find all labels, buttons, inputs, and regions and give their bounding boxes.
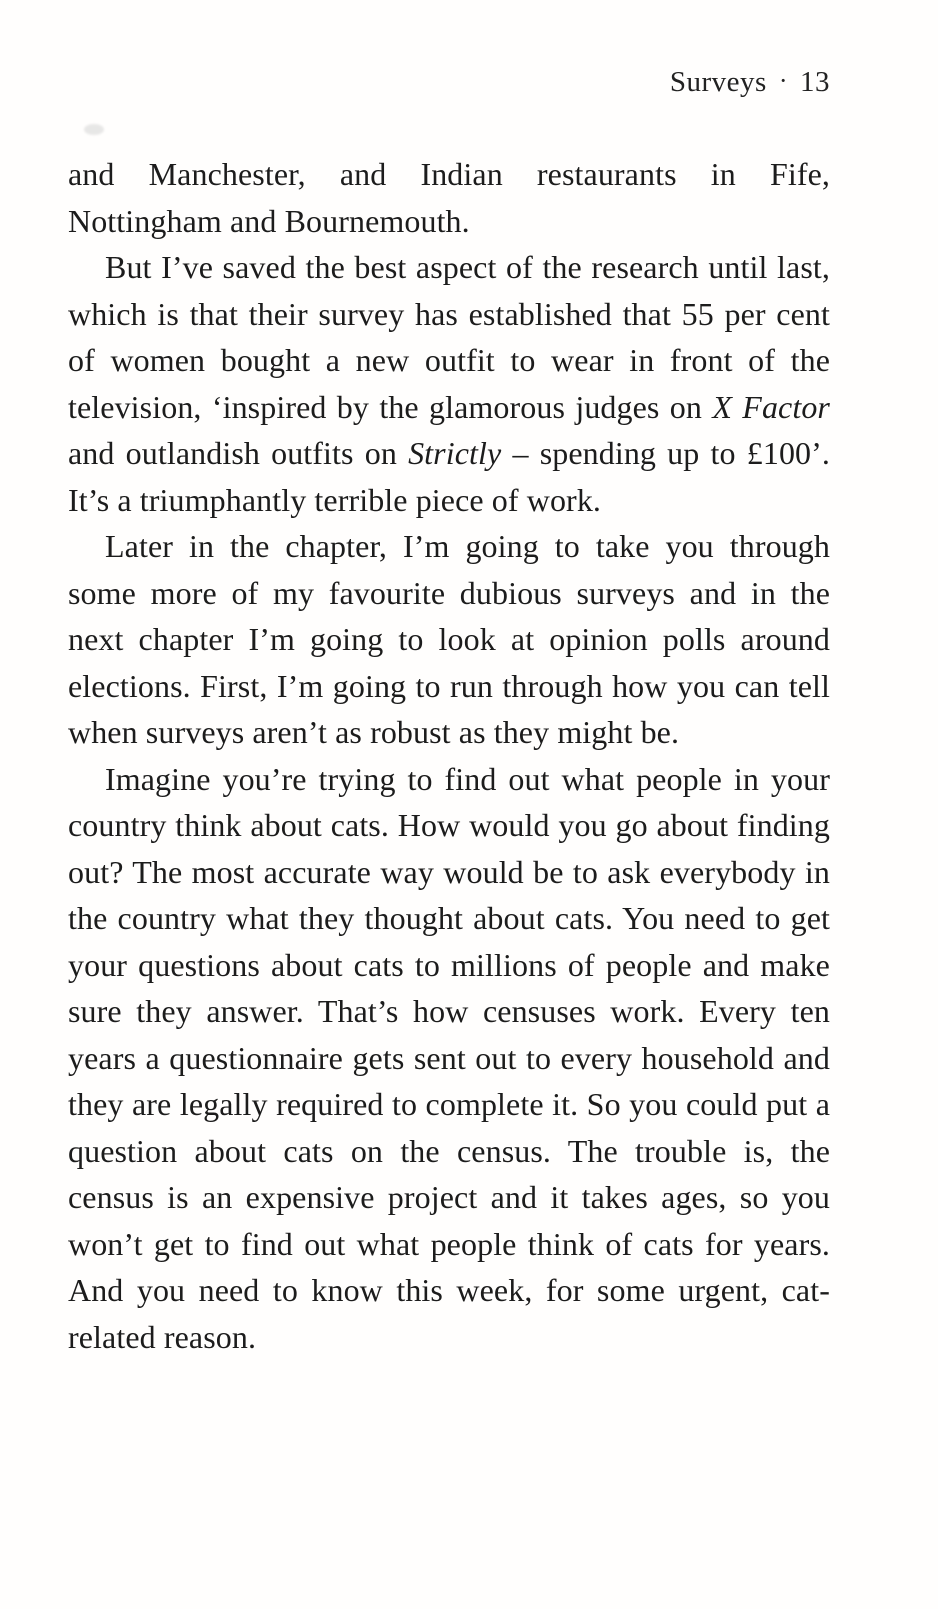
running-header [68,64,830,101]
page-number: 13 [800,66,830,98]
paragraph-survey-research [68,244,830,523]
header-separator-dot: · [778,66,788,95]
paragraph-cats-census [68,756,830,1361]
page-body [68,151,830,1360]
paragraph-continuation [68,151,830,244]
paragraph-text: But I’ve saved the best aspect of the research until last, which is that their survey has established that 55 per cent of women bought a new outfit to wear in front of the television, ‘inspired by the glamorous judges on [68,249,830,425]
show-title-strictly: Strictly [408,435,502,471]
paragraph-text: – spending up to £100’. It’s a triumphantly terrible piece of work. [68,435,830,518]
paragraph-text: and Manchester, and Indian restaurants in Fife, Nottingham and Bournemouth. [68,156,830,239]
paragraph-chapter-preview [68,523,830,756]
text-column [68,0,830,1360]
section-title: Surveys [669,66,767,98]
paragraph-text: Later in the chapter, I’m going to take you through some more of my favourite dubious surveys and in the next chapter I’m going to look at opinion polls around elections. First, I’m going to run through how you can tell when surveys aren’t as robust as they might be. [68,528,830,750]
paragraph-text: and outlandish outfits on [68,435,409,471]
paragraph-text: Imagine you’re trying to find out what people in your country think about cats. How would you go about finding out? The most accurate way would be to ask everybody in the country what they thought about cats. You need to get your questions about cats to millions of people and make sure they answer. That’s how censuses work. Every ten years a questionnaire gets sent out to every household and they are legally required to complete it. So you could put a question about cats on the census. The trouble is, the census is an expensive project and it takes ages, so you won’t get to find out what people think of cats for years. And you need to know this week, for some urgent, cat-related reason. [68,760,830,1355]
show-title-x-factor: X Factor [712,388,830,425]
